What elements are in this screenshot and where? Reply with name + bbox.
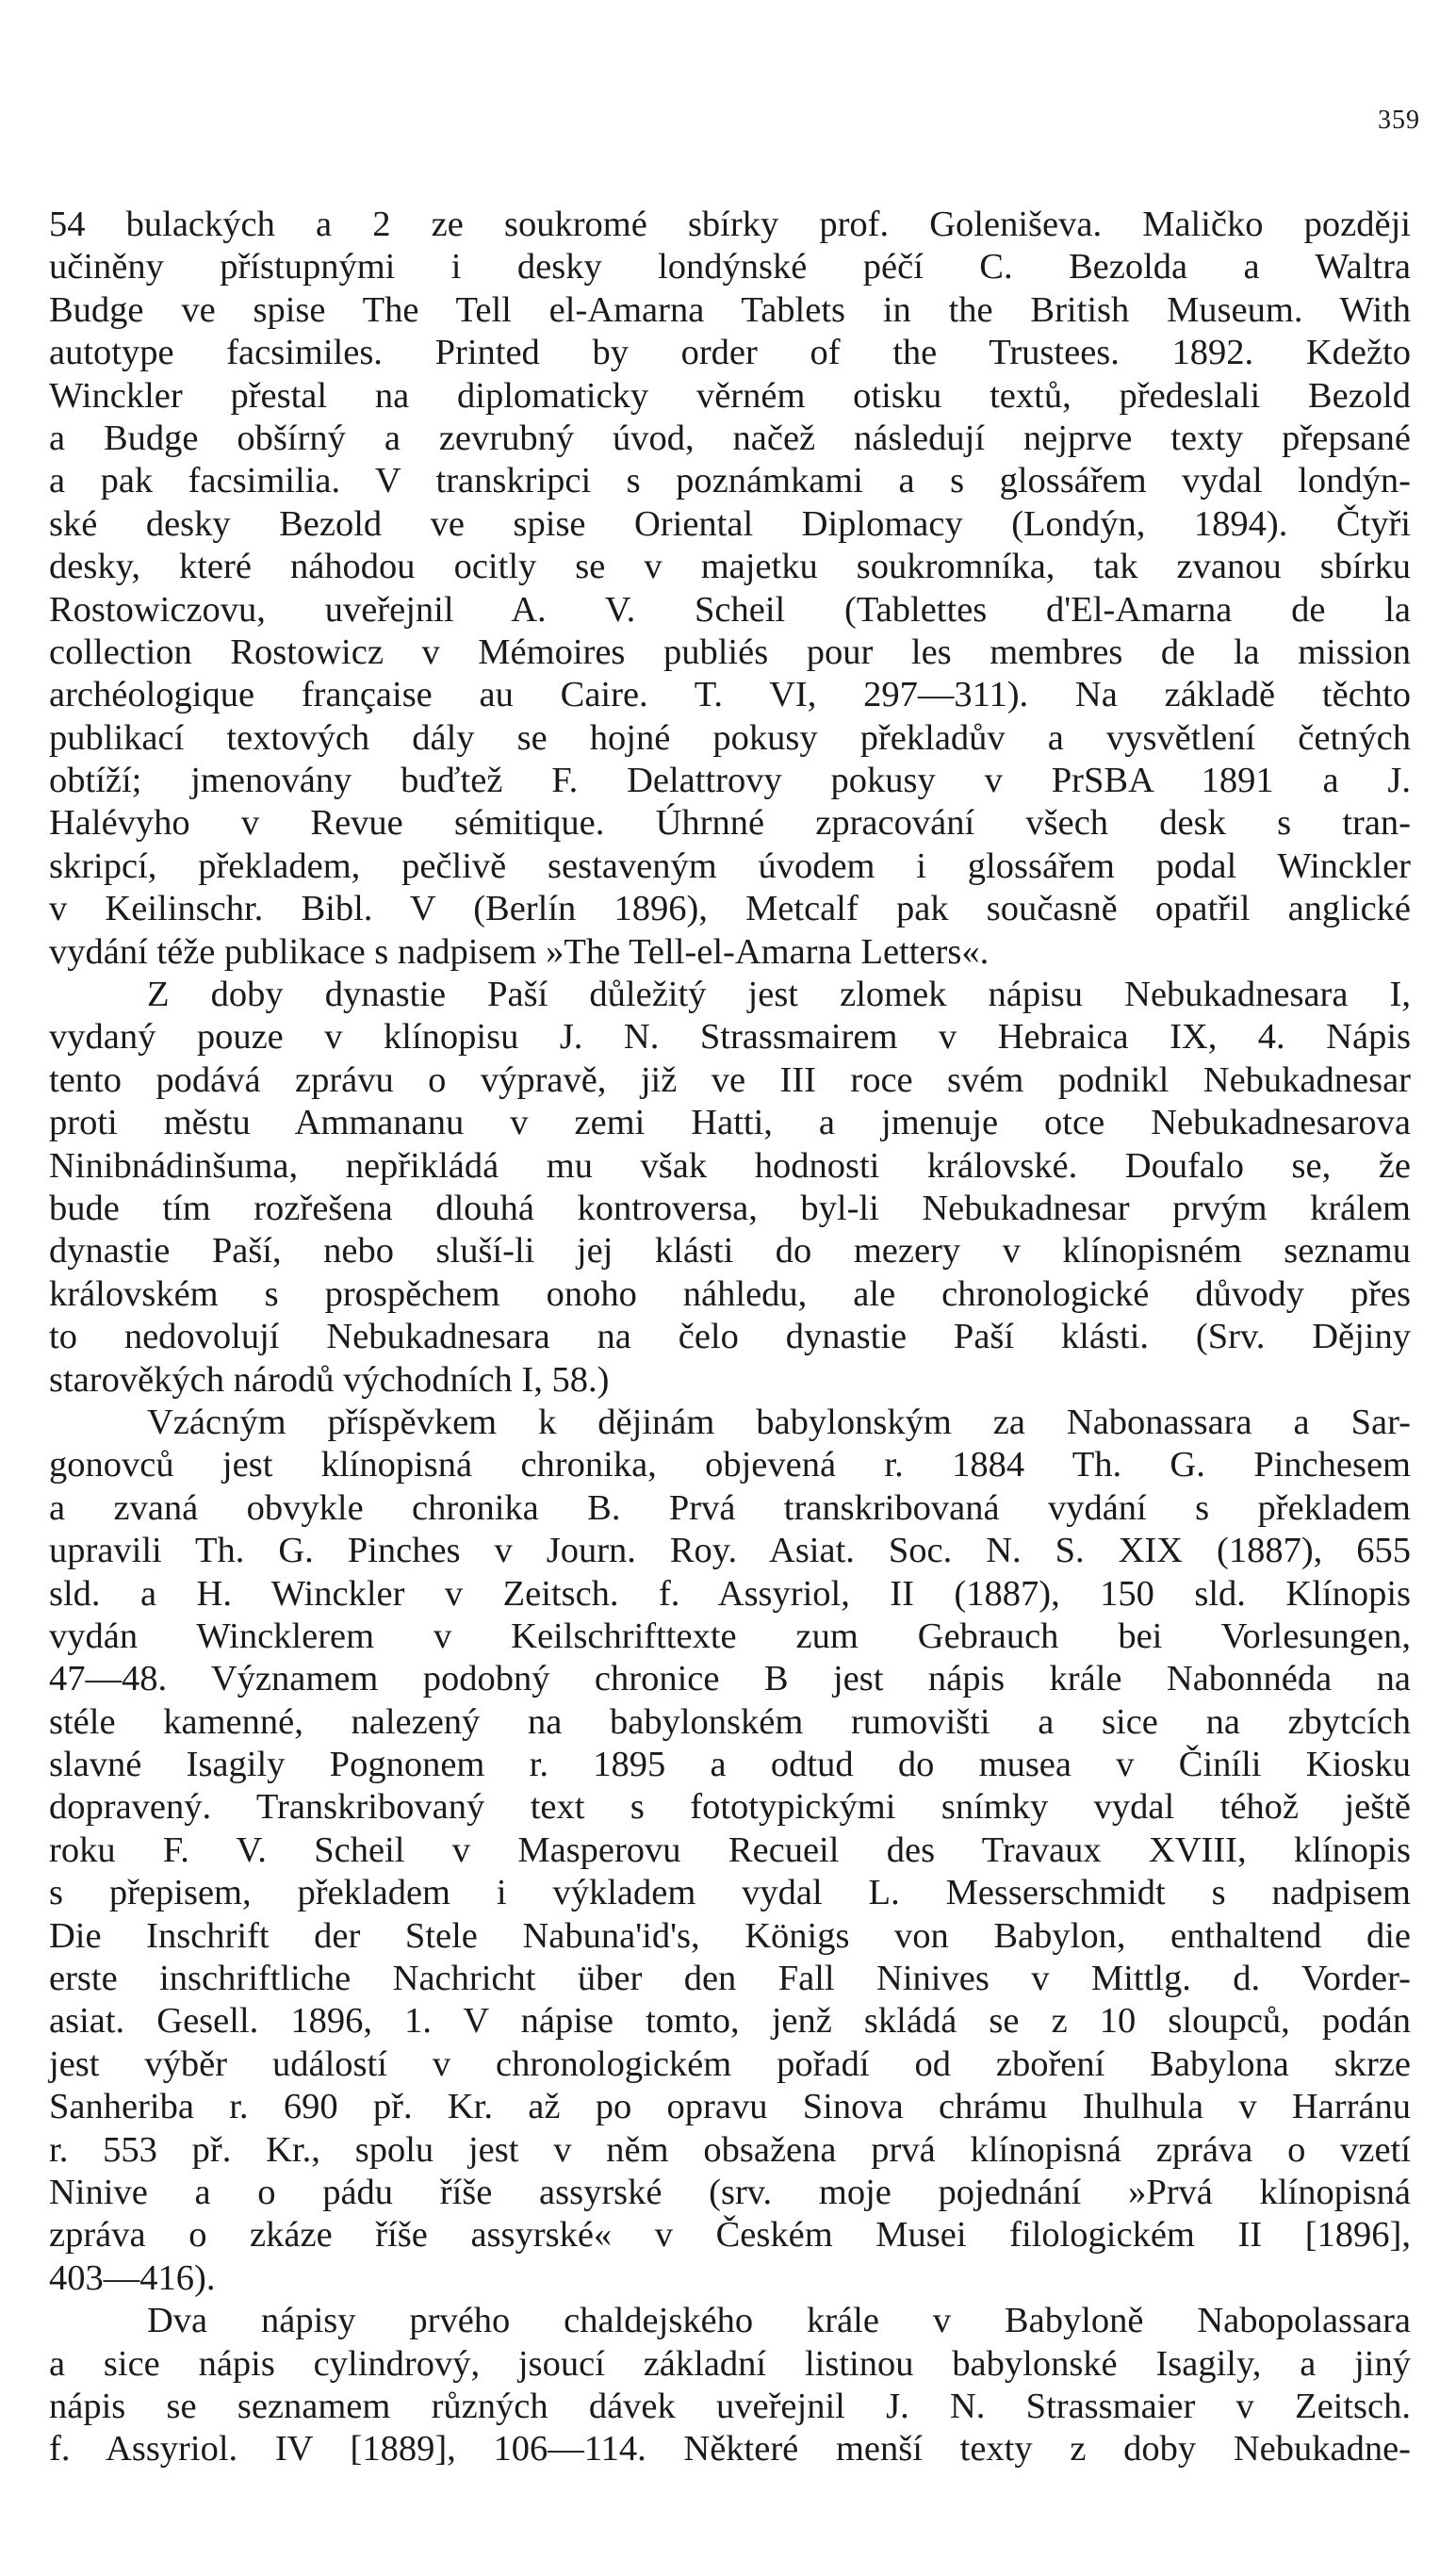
text-line: archéologique française au Caire. T. VI, 297—311). Na základě těchto <box>49 675 1411 715</box>
page-number: 359 <box>1378 106 1420 135</box>
text-line: dopravený. Transkribovaný text s fototypickými snímky vydal téhož ještě <box>49 1787 1411 1828</box>
text-line: a pak facsimilia. V transkripci s poznámkami a s glossářem vydal londýn- <box>49 461 1411 501</box>
text-line: collection Rostowicz v Mémoires publiés pour les membres de la mission <box>49 632 1411 672</box>
text-line: vydán Wincklerem v Keilschrifttexte zum Gebrauch bei Vorlesungen, <box>49 1616 1411 1656</box>
text-line: stéle kamenné, nalezený na babylonském rumovišti a sice na zbytcích <box>49 1701 1411 1742</box>
paragraph-end-line: vydání téže publikace s nadpisem »The Tell-el-Amarna Letters«. <box>49 931 990 972</box>
text-line: autotype facsimiles. Printed by order of the Trustees. 1892. Kdežto <box>49 333 1411 373</box>
text-line: v Keilinschr. Bibl. V (Berlín 1896), Metcalf pak současně opatřil anglické <box>49 889 1411 929</box>
text-line: roku F. V. Scheil v Masperovu Recueil des Travaux XVIII, klínopis <box>49 1829 1411 1870</box>
paragraph-start-line: Z doby dynastie Paší důležitý jest zlomek nápisu Nebukadnesara I, <box>147 975 1411 1015</box>
text-line: vydaný pouze v klínopisu J. N. Strassmairem v Hebraica IX, 4. Nápis <box>49 1017 1411 1058</box>
paragraph-end-line: starověkých národů východních I, 58.) <box>49 1359 610 1400</box>
text-line: a zvaná obvykle chronika B. Prvá transkribovaná vydání s překladem <box>49 1487 1411 1528</box>
paragraph-start-line: Vzácným příspěvkem k dějinám babylonským za Nabonassara a Sar- <box>147 1402 1411 1442</box>
text-line: dynastie Paší, nebo sluší-li jej klásti do mezery v klínopisném seznamu <box>49 1231 1411 1272</box>
text-line: r. 553 př. Kr., spolu jest v něm obsažena prvá klínopisná zpráva o vzetí <box>49 2129 1411 2170</box>
text-line: jest výběr událostí v chronologickém pořadí od zboření Babylona skrze <box>49 2043 1411 2084</box>
text-line: Die Inschrift der Stele Nabuna'id's, Königs von Babylon, enthaltend die <box>49 1915 1411 1956</box>
text-line: obtíží; jmenovány buďtež F. Delattrovy pokusy v PrSBA 1891 a J. <box>49 761 1411 801</box>
text-line: 54 bulackých a 2 ze soukromé sbírky prof. Goleniševa. Maličko později <box>49 205 1411 244</box>
text-line: f. Assyriol. IV [1889], 106—114. Některé menší texty z doby Nebukadne- <box>49 2429 1411 2469</box>
paragraph-end-line: 403—416). <box>49 2257 216 2298</box>
text-line: Winckler přestal na diplomaticky věrném otisku textů, předeslali Bezold <box>49 375 1411 416</box>
text-line: to nedovolují Nebukadnesara na čelo dynastie Paší klásti. (Srv. Dějiny <box>49 1317 1411 1357</box>
text-line: slavné Isagily Pognonem r. 1895 a odtud do musea v Činíli Kiosku <box>49 1745 1411 1785</box>
text-line: nápis se seznamem různých dávek uveřejnil J. N. Strassmaier v Zeitsch. <box>49 2386 1411 2426</box>
text-line: Budge ve spise The Tell el-Amarna Tablets in the British Museum. With <box>49 289 1411 330</box>
text-line: desky, které náhodou ocitly se v majetku soukromníka, tak zvanou sbírku <box>49 547 1411 587</box>
text-line: Sanheriba r. 690 př. Kr. až po opravu Sinova chrámu Ihulhula v Harránu <box>49 2087 1411 2127</box>
text-line: asiat. Gesell. 1896, 1. V nápise tomto, jenž skládá se z 10 sloupců, podán <box>49 2001 1411 2042</box>
text-line: bude tím rozřešena dlouhá kontroversa, byl-li Nebukadnesar prvým králem <box>49 1188 1411 1228</box>
text-line: gonovců jest klínopisná chronika, objevená r. 1884 Th. G. Pinchesem <box>49 1445 1411 1485</box>
body-text <box>49 204 1411 2471</box>
text-line: s přepisem, překladem i výkladem vydal L. Messerschmidt s nadpisem <box>49 1873 1411 1913</box>
text-line: zpráva o zkáze říše assyrské« v Českém Musei filologickém II [1896], <box>49 2215 1411 2256</box>
paragraph-start-line: Dva nápisy prvého chaldejského krále v Babyloně Nabopolassara <box>147 2301 1411 2341</box>
text-line: Rostowiczovu, uveřejnil A. V. Scheil (Tablettes d'El-Amarna de la <box>49 589 1411 630</box>
text-line: ské desky Bezold ve spise Oriental Diplomacy (Londýn, 1894). Čtyři <box>49 503 1411 544</box>
text-line: proti městu Ammananu v zemi Hatti, a jmenuje otce Nebukadnesarova <box>49 1103 1411 1143</box>
text-line: a sice nápis cylindrový, jsoucí základní listinou babylonské Isagily, a jiný <box>49 2343 1411 2384</box>
text-line: královském s prospěchem onoho náhledu, ale chronologické důvody přes <box>49 1273 1411 1314</box>
text-line: upravili Th. G. Pinches v Journ. Roy. Asiat. Soc. N. S. XIX (1887), 655 <box>49 1531 1411 1571</box>
text-line: erste inschriftliche Nachricht über den Fall Ninives v Mittlg. d. Vorder- <box>49 1959 1411 1999</box>
text-line: publikací textových dály se hojné pokusy překladův a vysvětlení četných <box>49 717 1411 758</box>
text-line: skripcí, překladem, pečlivě sestaveným úvodem i glossářem podal Winckler <box>49 845 1411 886</box>
text-line: Ninive a o pádu říše assyrské (srv. moje pojednání »Prvá klínopisná <box>49 2172 1411 2212</box>
text-line: Halévyho v Revue sémitique. Úhrnné zpracování všech desk s tran- <box>49 803 1411 844</box>
text-line: a Budge obšírný a zevrubný úvod, načež následují nejprve texty přepsané <box>49 418 1411 458</box>
text-line: Ninibnádinšuma, nepřikládá mu však hodnosti královské. Doufalo se, že <box>49 1145 1411 1186</box>
text-line: učiněny přístupnými i desky londýnské péčí C. Bezolda a Waltra <box>49 247 1411 287</box>
text-line: 47—48. Významem podobný chronice B jest nápis krále Nabonnéda na <box>49 1659 1411 1699</box>
text-line: tento podává zprávu o výpravě, již ve III roce svém podnikl Nebukadnesar <box>49 1059 1411 1100</box>
text-line: sld. a H. Winckler v Zeitsch. f. Assyriol, II (1887), 150 sld. Klínopis <box>49 1573 1411 1614</box>
